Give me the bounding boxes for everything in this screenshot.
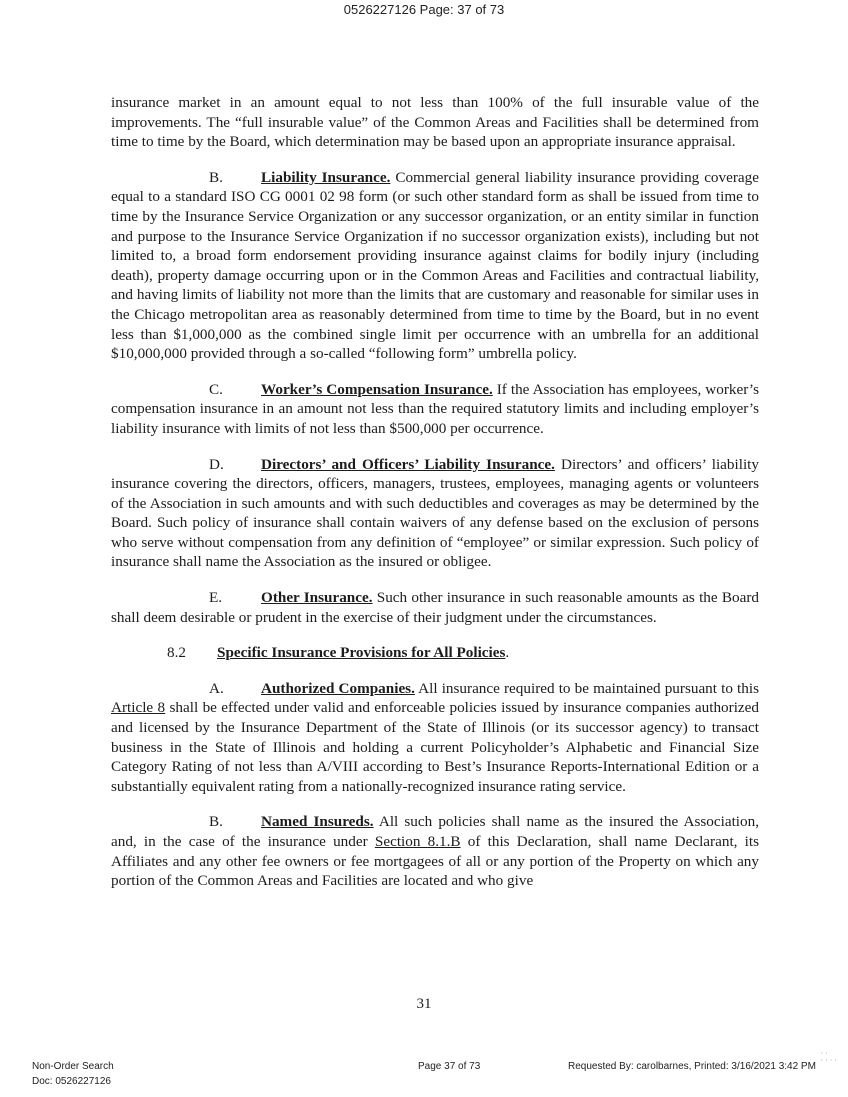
item-heading: Other Insurance. [261, 589, 373, 607]
document-body [111, 93, 759, 907]
paragraph-other-insurance [111, 588, 759, 627]
item-letter: D. [209, 455, 224, 473]
item-heading: Worker’s Compensation Insurance. [261, 380, 493, 398]
footer-request-info: Requested By: carolbarnes, Printed: 3/16/2021 3:42 PM [568, 1061, 816, 1072]
paragraph-workers-compensation [111, 380, 759, 439]
item-letter: C. [209, 380, 223, 398]
item-letter: E. [209, 589, 223, 607]
paragraph-directors-officers [111, 455, 759, 573]
paragraph-named-insureds [111, 812, 759, 890]
item-text: All such policies shall name as the insured the Association, and, in the case of the insurance under [111, 813, 760, 850]
footer-left [32, 1059, 114, 1089]
page-number: 31 [416, 996, 432, 1012]
section-number: 8.2 [167, 644, 186, 662]
item-heading: Liability Insurance. [261, 168, 391, 186]
item-heading: Named Insureds. [261, 813, 374, 831]
footer-doc-number: Doc: 0526227126 [32, 1076, 111, 1087]
paragraph-continuation: insurance market in an amount equal to not less than 100% of the full insurable value of the improvements. The “full insurable value” of the Common Areas and Facilities shall be determined from time to time by the Board, which determination may be based upon an appropriate insurance appraisal. [111, 94, 759, 151]
paragraph-authorized-companies [111, 679, 759, 797]
paragraph-liability-insurance [111, 168, 759, 364]
item-text: Commercial general liability insurance providing coverage equal to a standard ISO CG 0001 02 98 form (or such other standard form as shall be issued from time to time by the Insurance Service Organization or any successor organization, or an entity similar in function and purpose to the Insurance Service Organization if no successor organization exists), including but not limited to, a broad form endorsement providing insurance against claims for bodily injury (including death), property damage occurring upon or in the Common Areas and Facilities and contractual liability, and having limits of liability not more than the limits that are customary and reasonable for similar uses in the Chicago metropolitan area as reasonably determined from time to time by the Board, but in no event less than $1,000,000 as the combined single limit per occurrence with an umbrella for an additional $10,000,000 provided through a so-called “following form” umbrella policy. [111, 168, 759, 363]
cross-reference: Section 8.1.B [374, 833, 461, 850]
corner-marks: ·· ···· [820, 1050, 839, 1064]
item-text: If the Association has employees, worker’s compensation insurance in an amount not less than the required statutory limits and including employer’s liability insurance with limits of not less than $500,000 per occurrence. [111, 380, 759, 437]
item-heading: Directors’ and Officers’ Liability Insurance. [261, 455, 555, 473]
item-letter: A. [209, 679, 224, 697]
section-heading [111, 643, 759, 663]
item-text: of this Declaration, shall name Declarant, its Affiliates and any other fee owners or fee mortgagees of all or any portion of the Property on which any portion of the Common Areas and Facilities are located and who give [111, 833, 760, 890]
item-text: Such other insurance in such reasonable amounts as the Board shall deem desirable or prudent in the exercise of their judgment under the circumstances. [111, 589, 759, 626]
footer-page-count: Page 37 of 73 [418, 1061, 481, 1072]
section-title: Specific Insurance Provisions for All Policies [217, 644, 506, 662]
item-text: Directors’ and officers’ liability insurance covering the directors, officers, managers, trustees, employees, managing agents or volunteers of the Association in such amounts and with such deductibles and coverages as may be determined by the Board. Such policy of insurance shall contain waivers of any defense based on the exclusion of persons who serve without compensation from any definition of “employee” or similar expression. Such policy of insurance shall name the Association as the insured or obligee. [111, 455, 759, 571]
document-page-header: 0526227126 Page: 37 of 73 [343, 2, 505, 17]
item-heading: Authorized Companies. [261, 679, 415, 697]
footer-search-type: Non-Order Search [32, 1061, 114, 1072]
cross-reference: Article 8 [111, 699, 166, 717]
item-letter: B. [209, 168, 223, 186]
item-text: All insurance required to be maintained pursuant to this [414, 679, 759, 697]
item-letter: B. [209, 813, 223, 831]
section-period: . [505, 644, 510, 662]
item-text: shall be effected under valid and enforceable policies issued by insurance companies authorized and licensed by the Insurance Department of the State of Illinois (or its successor agency) to transact business in the State of Illinois and holding a current Policyholder’s Alphabetic and Financial Size Category Rating of not less than A/VIII according to Best’s Insurance Reports-International Edition or a substantially equivalent rating from a nationally-recognized insurance rating service. [111, 699, 759, 795]
